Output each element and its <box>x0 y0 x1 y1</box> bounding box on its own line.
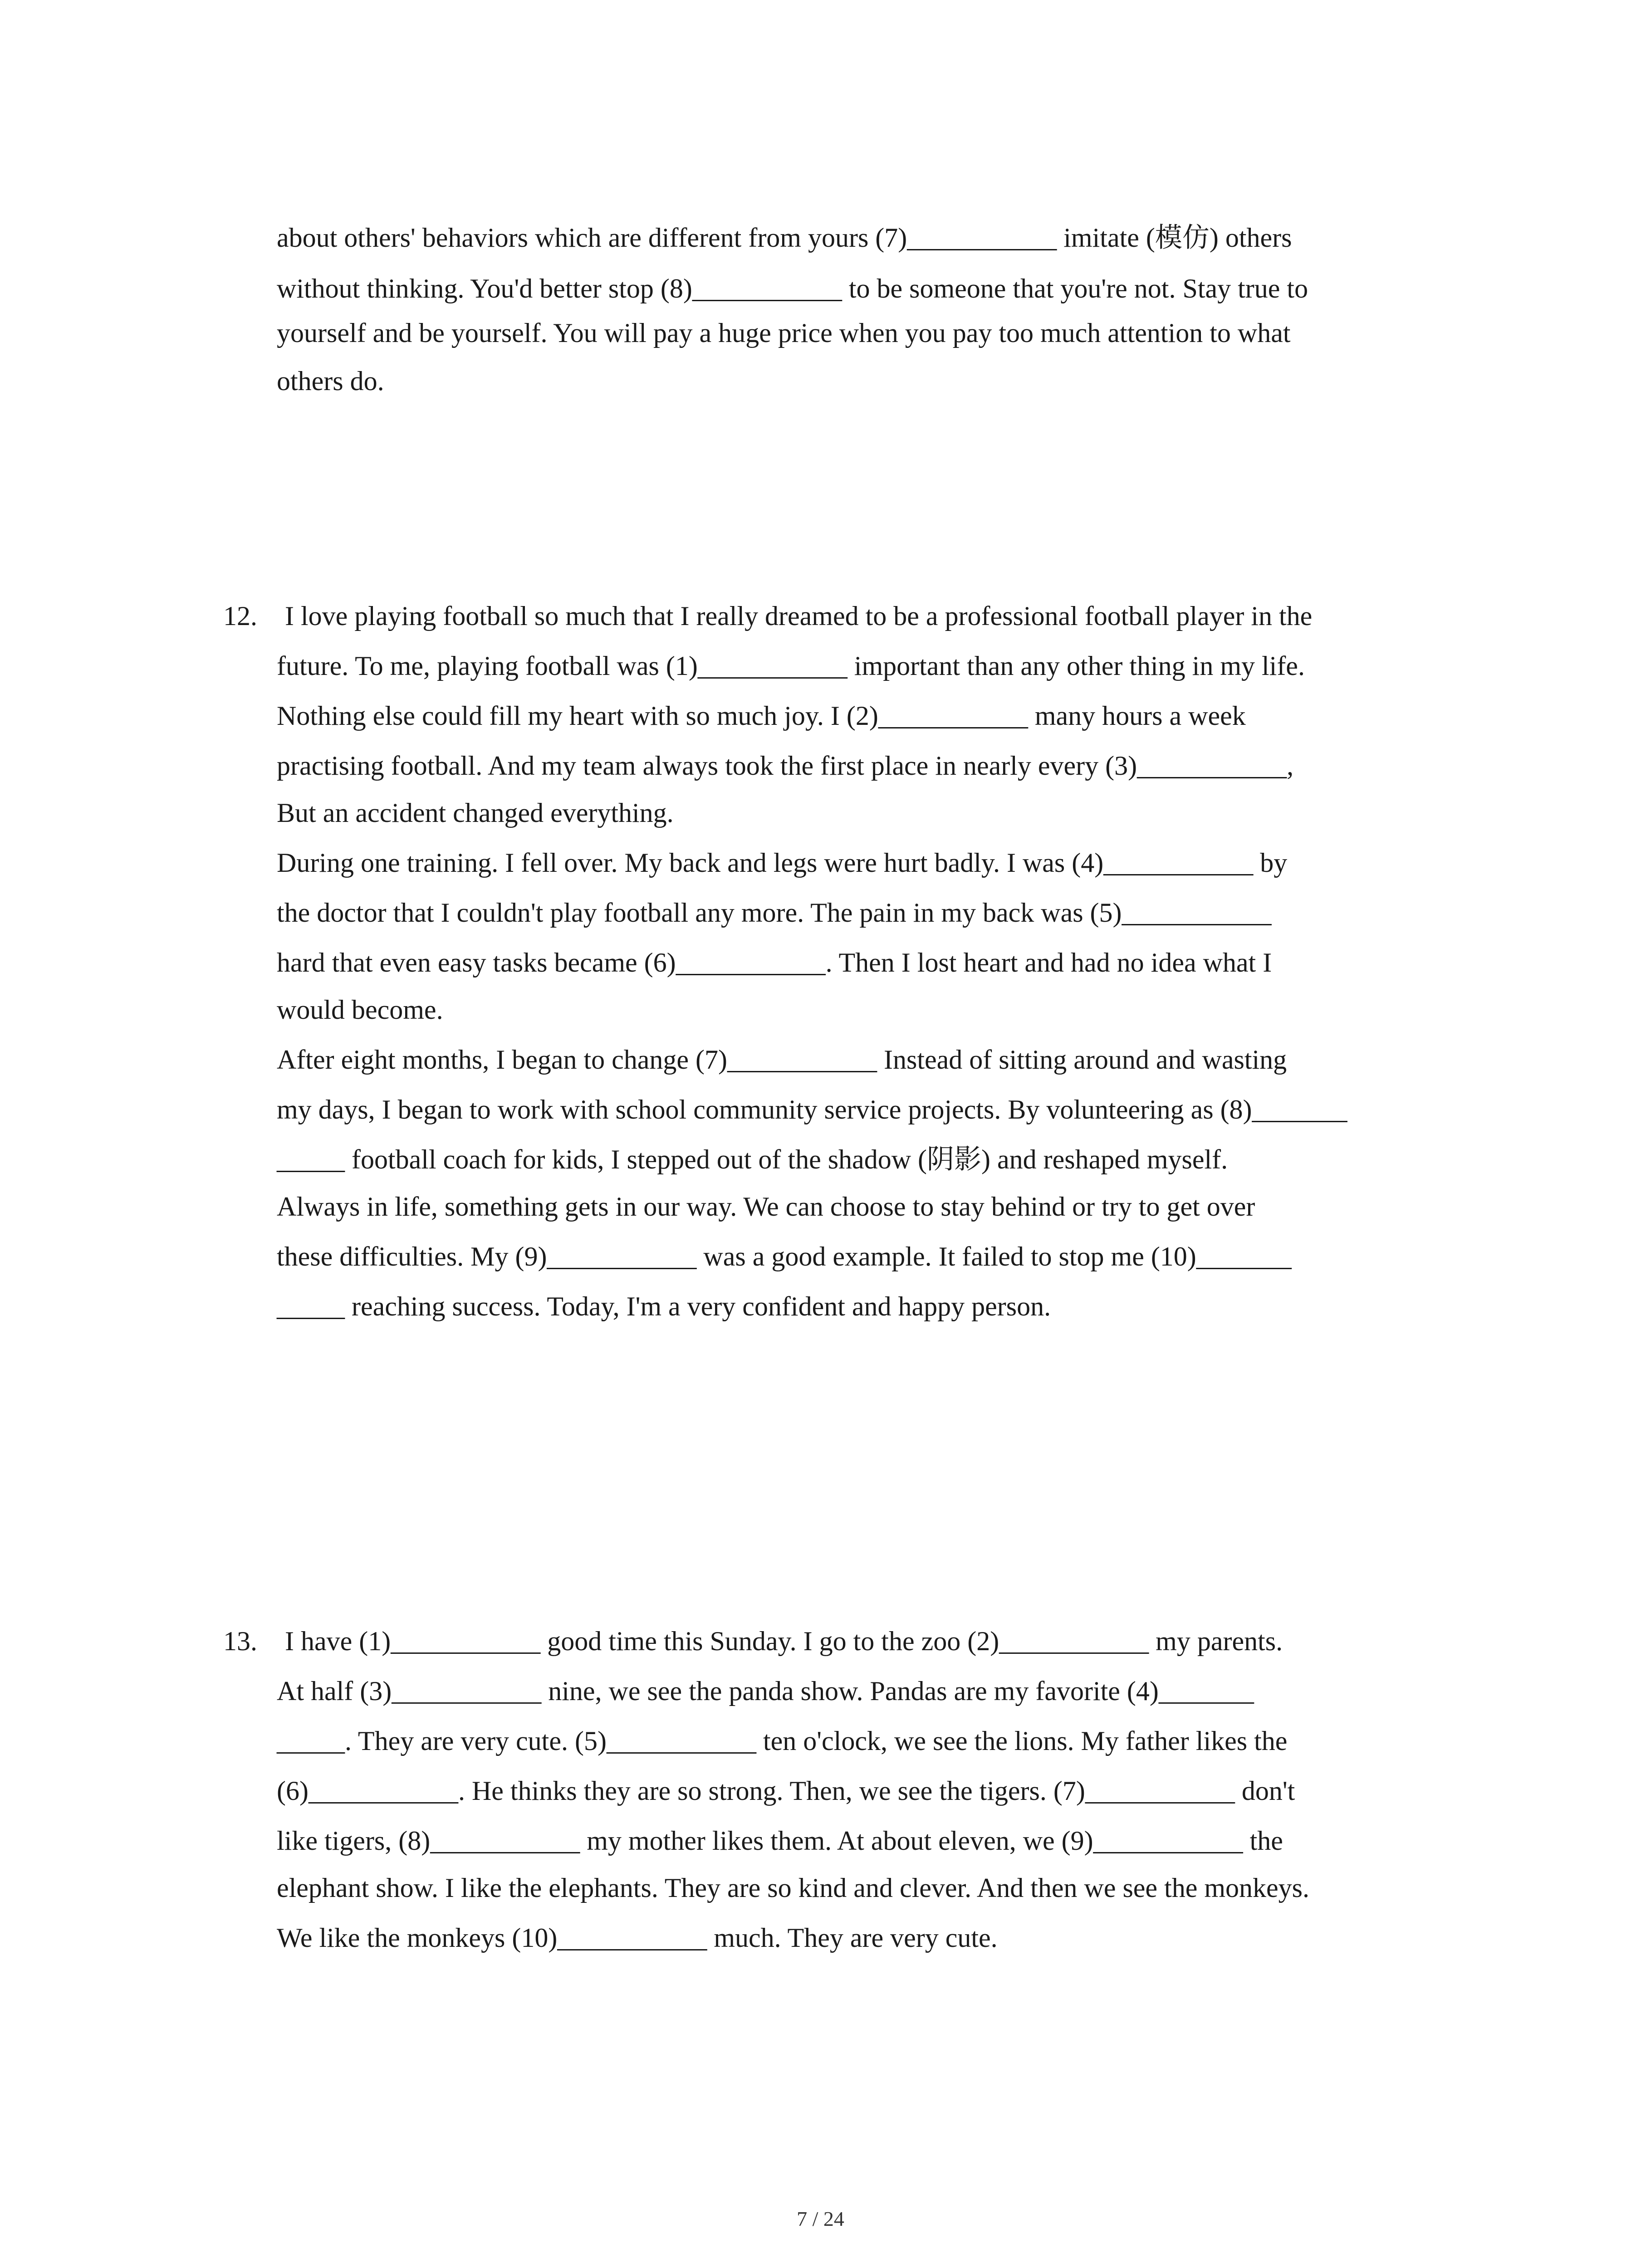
text-line: After eight months, I began to change (7)___________ Instead of sitting around and wasting <box>277 1045 1287 1075</box>
text-line: yourself and be yourself. You will pay a huge price when you pay too much attention to what <box>277 318 1291 348</box>
text-line: about others' behaviors which are different from yours (7)___________ imitate (模仿) others <box>277 223 1292 253</box>
text-line: At half (3)___________ nine, we see the panda show. Pandas are my favorite (4)_______ <box>277 1676 1254 1706</box>
text-line: elephant show. I like the elephants. They are so kind and clever. And then we see the monkeys. <box>277 1873 1310 1903</box>
text-line: my days, I began to work with school community service projects. By volunteering as (8)_______ <box>277 1095 1347 1124</box>
text-line: Always in life, something gets in our way. We can choose to stay behind or try to get over <box>277 1192 1255 1222</box>
text-line: without thinking. You'd better stop (8)___________ to be someone that you're not. Stay true to <box>277 274 1308 303</box>
text-line: future. To me, playing football was (1)___________ important than any other thing in my life. <box>277 651 1305 681</box>
page-number: 7 / 24 <box>797 2207 844 2230</box>
text-line: (6)___________. He thinks they are so strong. Then, we see the tigers. (7)___________ don't <box>277 1776 1295 1806</box>
text-line: I have (1)___________ good time this Sunday. I go to the zoo (2)___________ my parents. <box>285 1626 1283 1656</box>
text-line: practising football. And my team always took the first place in nearly every (3)___________, <box>277 751 1294 781</box>
text-line: the doctor that I couldn't play football any more. The pain in my back was (5)___________ <box>277 898 1272 928</box>
text-line: _____ football coach for kids, I stepped out of the shadow (阴影) and reshaped myself. <box>277 1144 1228 1174</box>
text-line: We like the monkeys (10)___________ much. They are very cute. <box>277 1923 998 1953</box>
text-line: _____ reaching success. Today, I'm a very confident and happy person. <box>277 1291 1051 1321</box>
question-number: 12. <box>223 601 257 631</box>
text-line: others do. <box>277 366 384 396</box>
text-line: During one training. I fell over. My back and legs were hurt badly. I was (4)___________ by <box>277 848 1288 878</box>
text-line: like tigers, (8)___________ my mother likes them. At about eleven, we (9)___________ the <box>277 1826 1283 1856</box>
text-line: these difficulties. My (9)___________ was a good example. It failed to stop me (10)_______ <box>277 1242 1292 1271</box>
text-line: But an accident changed everything. <box>277 798 674 828</box>
question-number: 13. <box>223 1626 257 1656</box>
text-line: would become. <box>277 995 443 1025</box>
text-line: I love playing football so much that I really dreamed to be a professional football player in the <box>285 601 1313 631</box>
text-line: Nothing else could fill my heart with so much joy. I (2)___________ many hours a week <box>277 701 1246 731</box>
text-line: hard that even easy tasks became (6)___________. Then I lost heart and had no idea what I <box>277 948 1272 978</box>
text-line: _____. They are very cute. (5)___________ ten o'clock, we see the lions. My father likes the <box>277 1726 1288 1756</box>
